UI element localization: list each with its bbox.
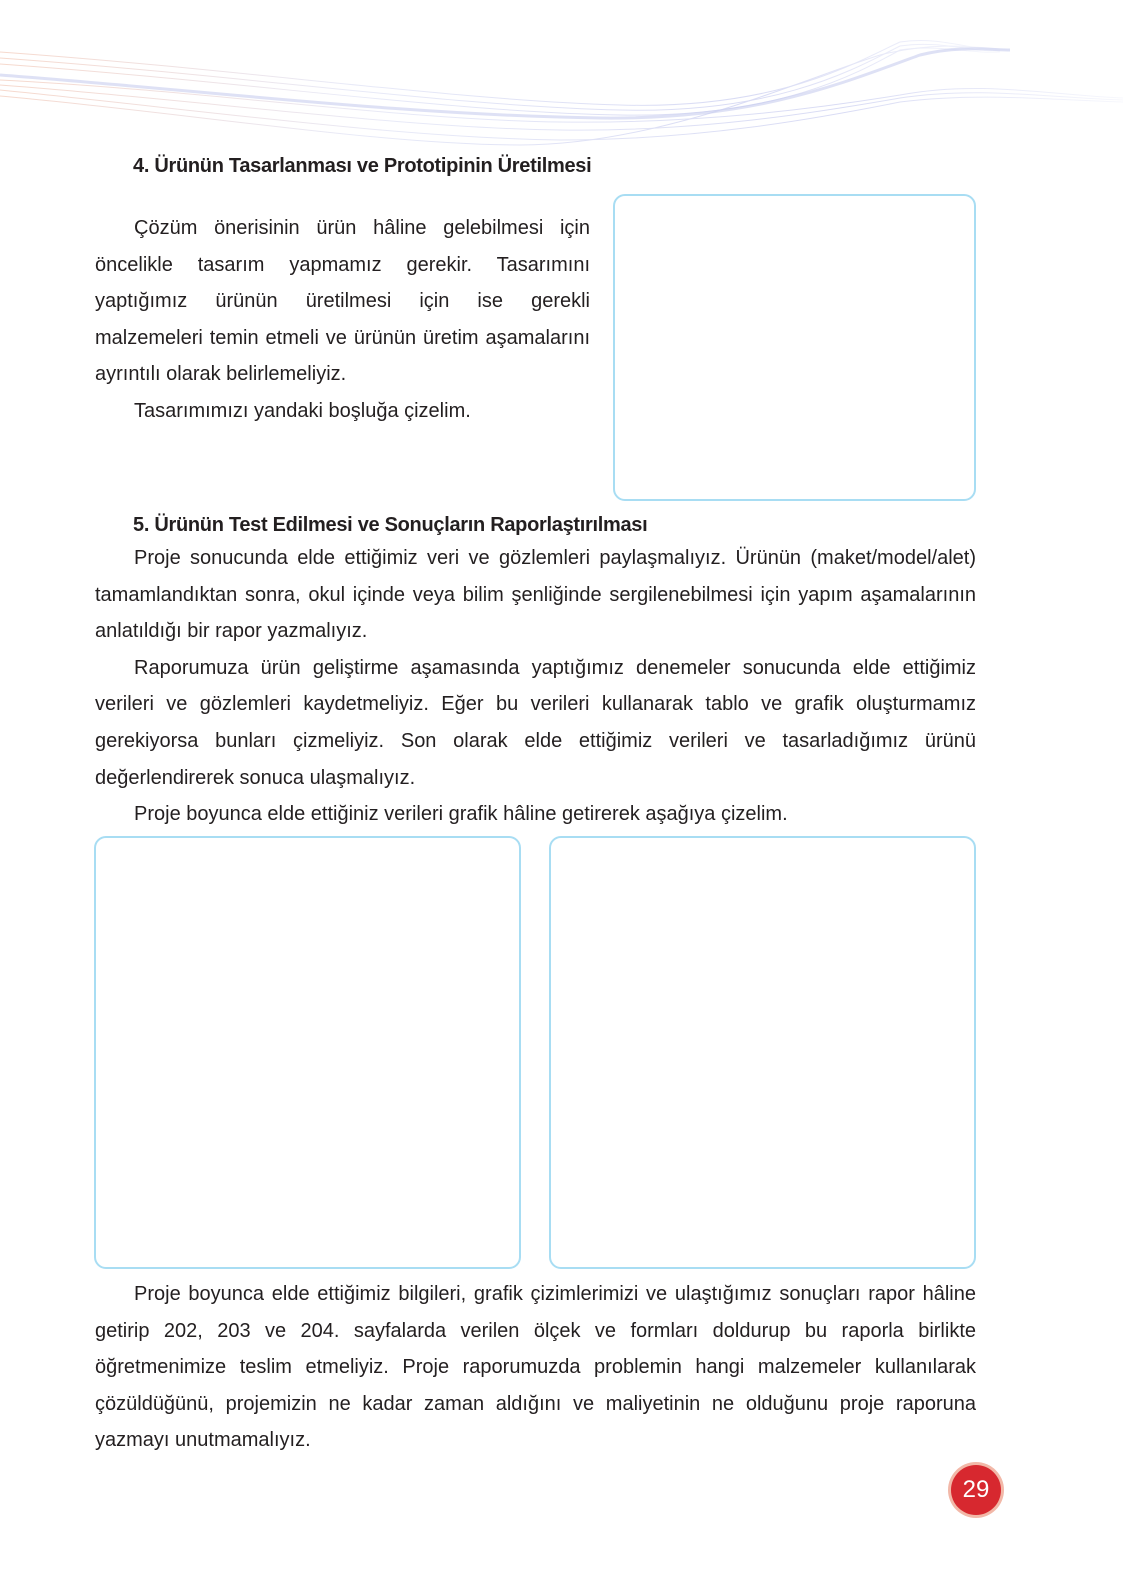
section-5-body xyxy=(95,540,976,833)
closing-paragraph: Proje boyunca elde ettiğimiz bilgileri, grafik çizimlerimizi ve ulaştığımız sonuçları rapor hâline getirip 202, 203 ve 204. sayfalarda verilen ölçek ve formları doldurup bu raporla birlikte öğretmenimize teslim etmeliyiz. Proje raporumuzda problemin hangi malzemeler kullanılarak çözüldüğünü, projemizin ne kadar zaman aldığını ve maliyetinin ne olduğunu proje raporuna yazmayı unutmamalıyız. xyxy=(95,1283,976,1452)
section-4-body xyxy=(95,210,590,430)
section-5-paragraph-1: Proje sonucunda elde ettiğimiz veri ve gözlemleri paylaşmalıyız. Ürünün (maket/model/alet) tamamlandıktan sonra, okul içinde veya bilim şenliğinde sergilenebilmesi için yapım aşamalarının anlatıldığı bir rapor yazmalıyız. xyxy=(95,547,976,643)
decorative-wave-header xyxy=(0,0,1123,150)
section-5-heading: 5. Ürünün Test Edilmesi ve Sonuçların Raporlaştırılması xyxy=(133,514,648,536)
section-4-heading: 4. Ürünün Tasarlanması ve Prototipinin Üretilmesi xyxy=(133,155,592,177)
section-4-paragraph: Çözüm önerisinin ürün hâline gelebilmesi için öncelikle tasarım yapmamız gerekir. Tasarımını yaptığımız ürünün üretilmesi için ise gerekli malzemeleri temin etmeli ve ürünün üretim aşamalarını ayrıntılı olarak belirlemeliyiz. xyxy=(95,217,590,386)
graph-drawing-area-left[interactable] xyxy=(94,836,521,1269)
closing-body xyxy=(95,1276,976,1459)
section-5-instruction: Proje boyunca elde ettiğiniz verileri grafik hâline getirerek aşağıya çizelim. xyxy=(134,803,788,826)
section-5-paragraph-2: Raporumuza ürün geliştirme aşamasında yaptığımız denemeler sonucunda elde ettiğimiz verileri ve gözlemleri kaydetmeliyiz. Eğer bu verileri kullanarak tablo ve grafik oluşturmamız gerekiyorsa bunları çizmeliyiz. Son olarak elde ettiğimiz verileri ve tasarladığımız ürünü değerlendirerek sonuca ulaşmalıyız. xyxy=(95,656,976,789)
section-4-instruction: Tasarımımızı yandaki boşluğa çizelim. xyxy=(134,399,471,422)
page-number-badge: 29 xyxy=(951,1465,1001,1515)
design-drawing-area[interactable] xyxy=(613,194,976,501)
graph-drawing-area-right[interactable] xyxy=(549,836,976,1269)
